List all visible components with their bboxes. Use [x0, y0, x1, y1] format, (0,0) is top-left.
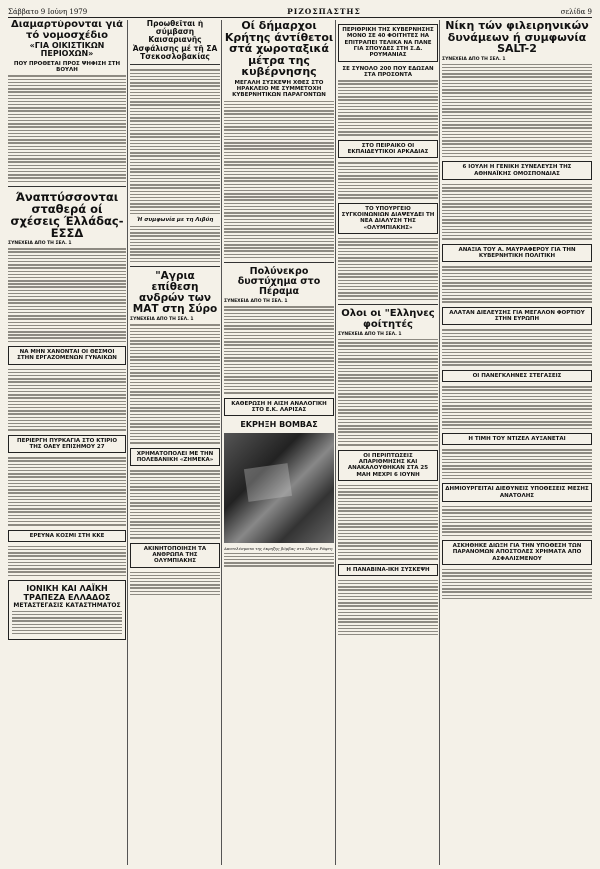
photo-caption: Αποτελέσματα της έκρηξης βόμβας στο Πόρτο Ράφτη: [224, 545, 333, 551]
column-4: [338, 20, 438, 865]
article-body: [442, 386, 592, 429]
article-body: [338, 580, 438, 636]
article-headline: Νίκη τών φιλειρηνικών δυνάμεων ή συμφωνία SALT-2: [445, 20, 589, 56]
column-divider: [221, 20, 222, 865]
bank-advertisement: [8, 580, 126, 640]
article-body: [442, 569, 592, 599]
article-box-headline: ΔΗΜΙΟΥΡΓΕΙΤΑΙ ΔΙΕΘΥΝΕΙΣ ΥΠΟΘΕΣΕΙΣ ΜΕΣΗΣ ΑΝΑΤΟΛΗΣ: [442, 483, 592, 502]
article-box-headline: ΚΑΘΕΡΩΣΗ Η ΑΙΣΗ ΑΝΑΛΟΓΙΚΗ ΣΤΟ Ε.Κ. ΛΑΡΙΣΑΣ: [224, 398, 334, 417]
article-continuation: ΣΥΝΕΧΕΙΑ ΑΠΟ ΤΗ ΣΕΛ. 1: [338, 332, 402, 338]
issue-date: Σάββατο 9 Ιούνη 1979: [8, 7, 88, 16]
article-body: [8, 457, 126, 525]
article-body: [442, 266, 592, 302]
ad-subtitle: ΜΕΤΑΣΤΕΓΑΣΙΣ ΚΑΤΑΣΤΗΜΑΤΟΣ: [13, 601, 121, 609]
article-body: [130, 226, 220, 262]
article-box-headline: Η ΤΙΜΗ ΤΟΥ ΝΤΙΖΕΛ ΑΥΞΑΝΕΤΑΙ: [442, 433, 592, 445]
article-box-headline: ΧΡΗΜΑΤΟΠΟΛΕΙ ΜΕ ΤΗΝ ΠΟΛΕΒΑΝΙΚΗ «ΖΗΜΕΚΑ»: [130, 448, 220, 467]
page-number: σελίδα 9: [560, 7, 592, 16]
article-box-headline: ΠΕΡΙΕΡΓΗ ΠΥΡΚΑΓΙΑ ΣΤΟ ΚΤΙΡΙΟ ΤΗΣ ΟΑΕΥ ΕΠΙΣΗΜΟΥ 27: [8, 435, 126, 454]
article-body: [130, 470, 220, 538]
article-body: [130, 324, 220, 443]
article-box-headline: ΝΑ ΜΗΝ ΧΑΝΟΝΤΑΙ ΟΙ ΘΕΣΜΟΙ ΣΤΗΝ ΕΡΓΑΖΟΜΕΝΩΝ ΓΥΝΑΙΚΩΝ: [8, 346, 126, 365]
article-body: [338, 485, 438, 560]
article-body: [338, 238, 438, 300]
column-1: [8, 20, 126, 865]
article-headline: Πολύνεκρο δυστύχημα στο Πέραμα: [237, 266, 321, 298]
article-body: [8, 369, 126, 431]
article-box-headline: ΑΚΙΝΗΤΟΠΟΙΗΣΗ ΤΑ ΑΝΘΡΩΠΑ ΤΗΣ ΟΛΥΜΠΙΑΚΗΣ: [130, 543, 220, 568]
column-5: [442, 20, 592, 865]
column-divider: [439, 20, 440, 865]
article-body: [224, 553, 334, 567]
article-body: [442, 64, 592, 158]
article-subheadline: Ή συμφωνία με τη Λιβύη: [136, 217, 214, 224]
article-body: [130, 69, 220, 214]
article-subheadline: ΜΕΓΑΛΗ ΣΥΣΚΕΨΗ ΧΘΕΣ ΣΤΟ ΗΡΑΚΛΕΙΟ ΜΕ ΣΥΜΜΕΤΟΧΗ ΚΥΒΕΡΝΗΤΙΚΩΝ ΠΑΡΑΓΟΝΤΩΝ: [232, 79, 326, 99]
article-headline: Ολοι οι "Ελληνες φοίτητές: [341, 308, 435, 330]
article-subheadline: ΠΟΥ ΠΡΟΘΕΤΑΙ ΠΡΟΣ ΨΗΦΙΣΗ ΣΤΗ ΒΟΥΛΗ: [13, 60, 121, 74]
article-continuation: ΣΥΝΕΧΕΙΑ ΑΠΟ ΤΗ ΣΕΛ. 1: [8, 241, 72, 247]
bomb-explosion-photo: [224, 433, 334, 543]
article-headline-secondary: «ΓΙΑ ΟΙΚΙΣΤΙΚΩΝ ΠΕΡΙΟΧΩΝ»: [29, 41, 105, 59]
article-body: [338, 80, 438, 136]
article-body: [442, 184, 592, 240]
article-body: [338, 162, 438, 198]
ad-title-secondary: ΤΡΑΠΕΖΑ ΕΛΛΑΔΟΣ: [23, 592, 111, 602]
article-headline-secondary: Ἀσφάλισης μέ τῆ ΣΑ Τσεκοσλοβακίας: [132, 43, 218, 61]
column-divider: [335, 20, 336, 865]
article-body: [442, 329, 592, 365]
article-headline: Προωθεῖται ἡ σύμβαση Καισαριανῆς: [146, 20, 204, 44]
article-body: [442, 506, 592, 536]
article-box-headline: ΟΙ ΠΕΡΙΠΤΩΣΕΙΣ ΑΠΑΡΙΘΜΗΣΗΣ ΚΑΙ ΑΝΑΚΑΛΟΥΘΗΚΑΝ ΣΤΑ 25 ΜΑΗ ΜΕΧΡΙ 6 ΙΟΥΝΗ: [338, 450, 438, 481]
article-body: [224, 101, 334, 259]
newspaper-name: ΡΙΖΟΣΠΑΣΤΗΣ: [287, 7, 361, 16]
article-body: [442, 449, 592, 479]
article-box-headline: ΑΣΚΗΘΗΚΕ ΔΙΩΞΗ ΓΙΑ ΤΗΝ ΥΠΟΘΕΣΗ ΤΩΝ ΠΑΡΑΝΟΜΩΝ ΑΠΟΣΤΟΛΕΣ ΧΡΗΜΑΤΑ ΑΠΟ ΑΣΦΑΛΙΣΜΕΝΟΥ: [442, 540, 592, 565]
article-headline: "Αγρια επίθεση ανδρών των ΜΑΤ στη Σύρο: [132, 270, 218, 316]
article-box-headline: ΠΕΡΙΘΡΙΚΗ ΤΗΣ ΚΥΒΕΡΝΗΣΗΣ ΜΟΝΟ ΣΕ 40 ΦΟΙΤΗΤΕΣ ΗΑ ΕΠΙΤΡΑΠΕΙ ΤΕΛΙΚΑ ΝΑ ΠΑΝΕ ΓΙΑ ΣΠΟΥΔΕΣ ΣΤΗ Σ.Δ. ΡΟΥΜΑΝΙΑΣ: [338, 24, 438, 62]
article-box-headline: 6 ΙΟΥΛΗ Η ΓΕΝΙΚΗ ΣΥΝΕΛΕΥΣΗ ΤΗΣ ΑΘΗΝΑΪΚΗΣ ΟΜΟΣΠΟΝΔΙΑΣ: [442, 161, 592, 180]
article-subheadline: ΣΕ ΣΥΝΟΛΟ 200 ΠΟΥ ΕΔΩΣΑΝ ΣΤΑ ΠΡΟΣΟΝΤΑ: [342, 65, 434, 78]
ad-title: ΙΟΝΙΚΗ ΚΑΙ ΛΑΪΚΗ: [26, 583, 108, 593]
article-headline: Διαμαρτύρονται γιά τό νομοσχέδιο: [10, 20, 124, 41]
article-body: [8, 248, 126, 342]
article-continuation: ΣΥΝΕΧΕΙΑ ΑΠΟ ΤΗ ΣΕΛ. 1: [130, 317, 194, 323]
article-box-headline: ΑΝΑΞΙΑ ΤΟΥ Α. ΜΑΥΡΑΦΕΡΟΥ ΓΙΑ ΤΗΝ ΚΥΒΕΡΝΗΤΙΚΗ ΠΟΛΙΤΙΚΗ: [442, 244, 592, 263]
column-3: [224, 20, 334, 865]
article-continuation: ΣΥΝΕΧΕΙΑ ΑΠΟ ΤΗ ΣΕΛ. 1: [442, 56, 506, 62]
column-2: [130, 20, 220, 865]
article-box-headline: ΤΟ ΥΠΟΥΡΓΕΙΟ ΣΥΓΚΟΙΝΩΝΙΩΝ ΔΙΑΨΕΥΔΕΙ ΤΗ ΝΕΑ ΔΙΑΛΥΣΗ ΤΗΣ «ΟΛΥΜΠΙΑΚΗΣ»: [338, 203, 438, 234]
article-headline: Άναπτύσσονται σταθερά οί σχέσεις Έλλάδας-ΕΣΣΔ: [10, 189, 124, 241]
article-box-headline: Η ΠΑΝΑΒΙΝΑ-ΙΚΗ ΣΥΣΚΕΨΗ: [338, 564, 438, 576]
article-body: [130, 572, 220, 596]
ad-body: [12, 611, 122, 635]
article-body: [338, 339, 438, 446]
masthead: [8, 6, 592, 18]
photo-headline: ΕΚΡΗΞΗ ΒΟΜΒΑΣ: [240, 420, 318, 430]
article-body: [224, 306, 334, 393]
article-headline: Οί δήμαρχοι Κρήτης άντίθετοι στά χωροταξικά μέτρα της κυβέρνησης: [224, 20, 334, 79]
article-body: [8, 75, 126, 182]
article-body: [8, 546, 126, 576]
column-divider: [127, 20, 128, 865]
article-box-headline: ΣΤΟ ΠΕΙΡΑΙΚΟ ΟΙ ΕΚΠΑΙΔΕΥΤΙΚΟΙ ΑΡΚΑΔΙΑΣ: [338, 140, 438, 159]
article-box-headline: ΑΛΑΤΑΝ ΔΙΕΛΕΥΣΗΣ ΓΙΑ ΜΕΓΑΛΟΝ ΦΟΡΤΙΟΥ ΣΤΗΝ ΕΥΡΩΠΗ: [442, 307, 592, 326]
article-box-headline: ΕΡΕΥΝΑ ΚΟΣΜΙ ΣΤΗ ΚΚΕ: [8, 530, 126, 542]
article-box-headline: ΟΙ ΠΑΝΕΓΚΛΗΝΕΣ ΣΤΕΓΑΣΕΙΣ: [442, 370, 592, 382]
article-continuation: ΣΥΝΕΧΕΙΑ ΑΠΟ ΤΗ ΣΕΛ. 1: [224, 299, 288, 305]
